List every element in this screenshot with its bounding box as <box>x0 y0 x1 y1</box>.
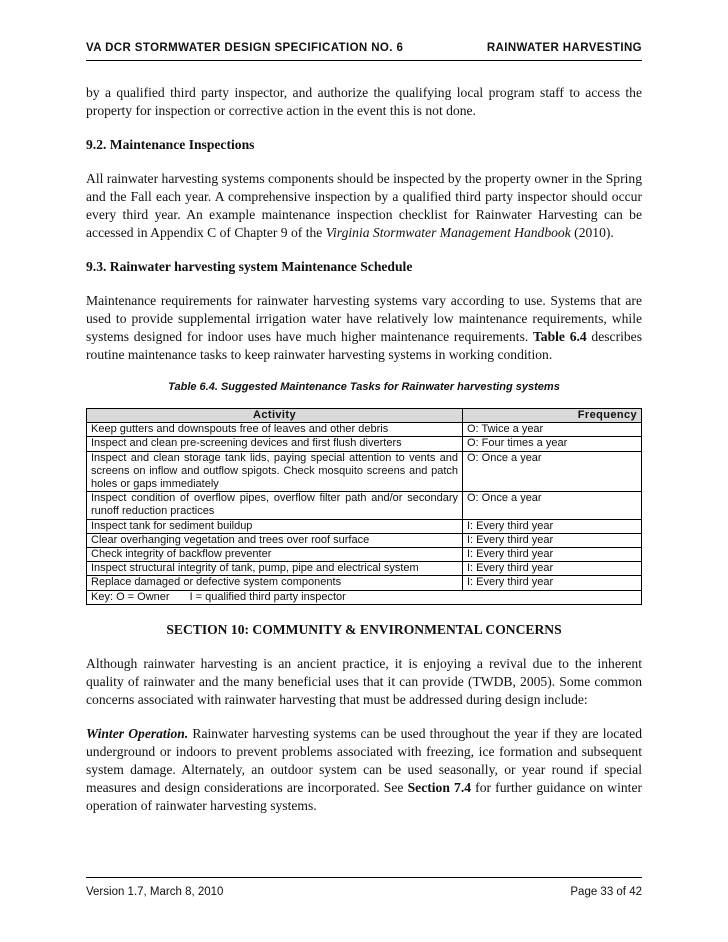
activity-cell: Replace damaged or defective system components <box>87 576 463 590</box>
table-row <box>87 548 642 562</box>
table-row <box>87 519 642 533</box>
footer-page-number: Page 33 of 42 <box>570 886 642 898</box>
activity-cell: Inspect and clean storage tank lids, paying special attention to vents and screens on inflow and outflow spigots. Check mosquito screens and patch holes or gaps immediately <box>87 451 463 492</box>
table-row <box>87 562 642 576</box>
key-owner: Key: O = Owner <box>91 590 170 603</box>
frequency-cell: I: Every third year <box>463 576 642 590</box>
activity-cell: Clear overhanging vegetation and trees over roof surface <box>87 533 463 547</box>
table-row <box>87 533 642 547</box>
page-header <box>86 42 642 61</box>
heading-9-2: 9.2. Maintenance Inspections <box>86 137 255 152</box>
column-header-activity: Activity <box>87 409 463 423</box>
paragraph-10-intro: Although rainwater harvesting is an ancient practice, it is enjoying a revival due to the inherent quality of rainwater and the many beneficial uses that it can provide (TWDB, 2005). Some common concerns associated with rainwater harvesting that must be addressed during design include: <box>86 655 642 707</box>
header-topic: RAINWATER HARVESTING <box>486 42 642 54</box>
table-row <box>87 451 642 492</box>
table-key-row <box>87 590 642 604</box>
activity-cell: Inspect tank for sediment buildup <box>87 519 463 533</box>
paragraph-9-3-end: describes routine maintenance tasks to keep rainwater harvesting systems in working condition. <box>86 329 642 362</box>
heading-9-3: 9.3. Rainwater harvesting system Maintenance Schedule <box>86 259 413 274</box>
activity-cell: Check integrity of backflow preventer <box>87 548 463 562</box>
frequency-cell: O: Four times a year <box>463 437 642 451</box>
paragraph-9-3-text: Maintenance requirements for rainwater harvesting systems vary according to use. Systems that are used to provide supplemental irrigation water have relatively low maintenance requirements, while systems designed for indoor uses have much higher maintenance requirements. <box>86 293 642 344</box>
frequency-cell: O: Once a year <box>463 451 642 492</box>
intro-paragraph: by a qualified third party inspector, and authorize the qualifying local program staff to access the property for inspection or corrective action in the event this is not done. <box>86 85 642 118</box>
frequency-cell: I: Every third year <box>463 519 642 533</box>
table-row <box>87 437 642 451</box>
table-row <box>87 423 642 437</box>
winter-text: Rainwater harvesting systems can be used throughout the year if they are located underground or indoors to prevent problems associated with freezing, ice formation and subsequent system damage. Alternately, an outdoor system can be used seasonally, or year round if special measures and design considerations are incorporated. See <box>86 725 642 795</box>
page-footer <box>86 877 642 898</box>
frequency-cell: I: Every third year <box>463 548 642 562</box>
page-body <box>86 84 642 815</box>
winter-operation-label: Winter Operation. <box>86 725 189 741</box>
activity-cell: Keep gutters and downspouts free of leaves and other debris <box>87 423 463 437</box>
header-spec-title: VA DCR STORMWATER DESIGN SPECIFICATION NO. 6 <box>86 42 404 54</box>
frequency-cell: I: Every third year <box>463 533 642 547</box>
activity-cell: Inspect and clean pre-screening devices and first flush diverters <box>87 437 463 451</box>
column-header-frequency: Frequency <box>463 409 642 423</box>
handbook-title: Virginia Stormwater Management Handbook <box>325 225 571 240</box>
section-reference: Section 7.4 <box>407 779 472 795</box>
frequency-cell: I: Every third year <box>463 562 642 576</box>
paragraph-winter-operation <box>86 725 642 815</box>
section-10-title: SECTION 10: COMMUNITY & ENVIRONMENTAL CONCERNS <box>166 621 562 637</box>
paragraph-9-2 <box>86 170 642 242</box>
table-header-row <box>87 409 642 423</box>
table-caption: Table 6.4. Suggested Maintenance Tasks for Rainwater harvesting systems <box>168 381 560 393</box>
activity-cell: Inspect structural integrity of tank, pump, pipe and electrical system <box>87 562 463 576</box>
frequency-cell: O: Once a year <box>463 492 642 519</box>
maintenance-table <box>86 408 642 605</box>
footer-version: Version 1.7, March 8, 2010 <box>86 886 224 898</box>
paragraph-9-3 <box>86 292 642 364</box>
table-row <box>87 576 642 590</box>
table-row <box>87 492 642 519</box>
activity-cell: Inspect condition of overflow pipes, overflow filter path and/or secondary runoff reduction practices <box>87 492 463 519</box>
paragraph-9-2-end: (2010). <box>570 225 614 240</box>
winter-text-end: for further guidance on winter operation of rainwater harvesting systems. <box>86 779 643 813</box>
table-reference: Table 6.4 <box>532 329 587 344</box>
table-key <box>87 590 642 604</box>
paragraph-9-2-text: All rainwater harvesting systems components should be inspected by the property owner in the Spring and the Fall each year. A comprehensive inspection by a qualified third party inspector should occur every third year. An example maintenance inspection checklist for Rainwater Harvesting can be accessed in Appendix C of Chapter 9 of the <box>86 171 642 240</box>
key-inspector: I = qualified third party inspector <box>189 590 346 603</box>
frequency-cell: O: Twice a year <box>463 423 642 437</box>
